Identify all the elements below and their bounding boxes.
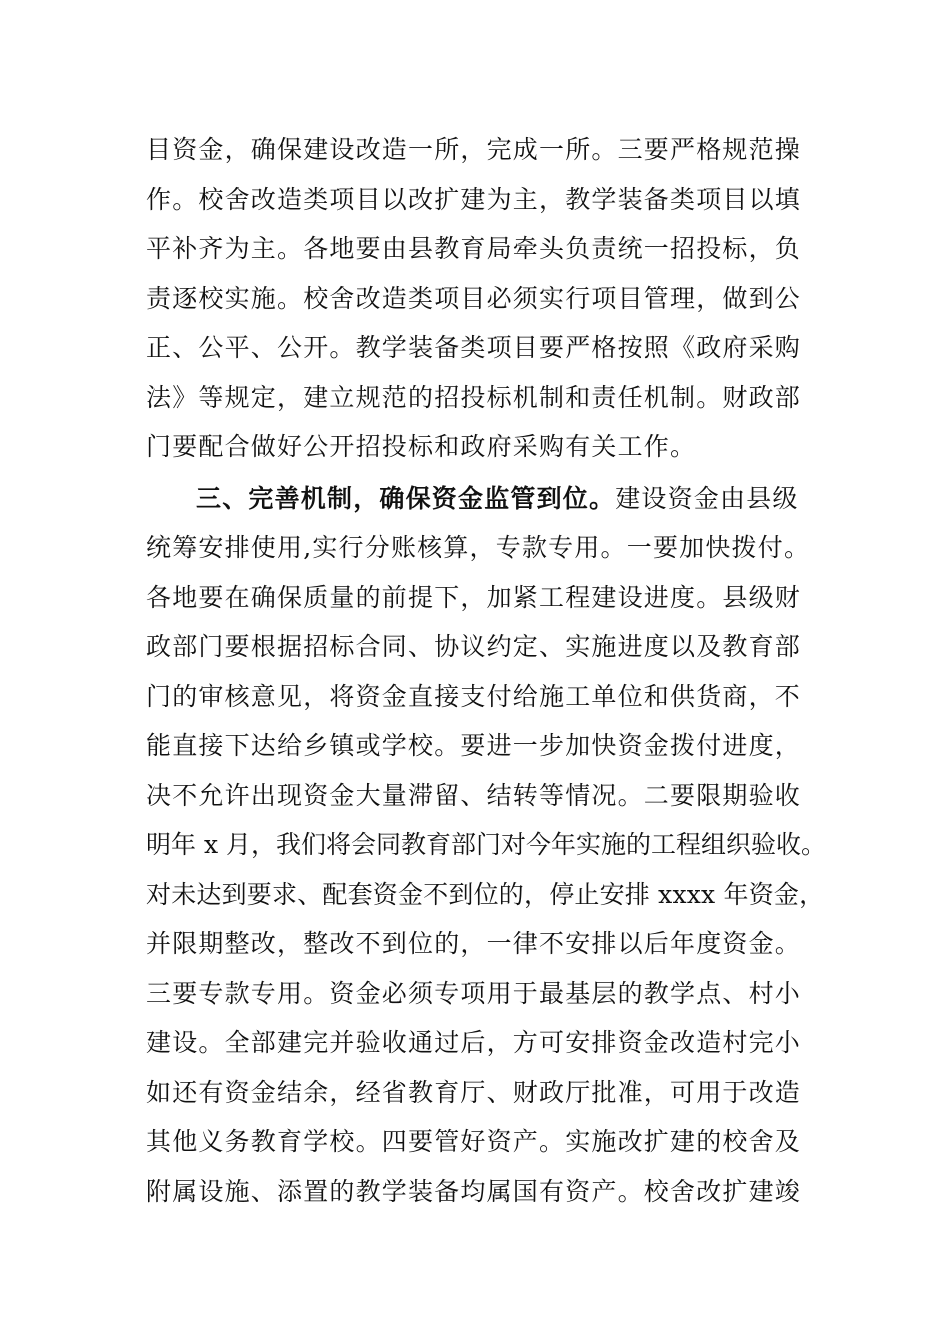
text-line: 平补齐为主。各地要由县教育局牵头负责统一招投标，负	[146, 234, 802, 263]
text-line: 政部门要根据招标合同、协议约定、实施进度以及教育部	[146, 632, 802, 661]
text-line: 统筹安排使用,实行分账核算，专款专用。一要加快拨付。	[146, 533, 811, 562]
text-line: 如还有资金结余，经省教育厅、财政厅批准，可用于改造	[146, 1078, 802, 1107]
text-line: 门的审核意见，将资金直接支付给施工单位和供货商，不	[146, 682, 802, 711]
text-line: 其他义务教育学校。四要管好资产。实施改扩建的校舍及	[146, 1127, 802, 1156]
text-line: 决不允许出现资金大量滞留、结转等情况。二要限期验收	[146, 781, 802, 810]
text-line: 三要专款专用。资金必须专项用于最基层的教学点、村小	[146, 979, 802, 1008]
section-heading-rest: 建设资金由县级	[615, 484, 799, 513]
text-line: 能直接下达给乡镇或学校。要进一步加快资金拨付进度，	[146, 731, 802, 760]
text-line: 并限期整改，整改不到位的，一律不安排以后年度资金。	[146, 929, 802, 958]
section-heading: 三、完善机制，确保资金监管到位。	[196, 484, 616, 513]
text-line: 作。校舍改造类项目以改扩建为主，教学装备类项目以填	[146, 185, 802, 214]
text-line: 对未达到要求、配套资金不到位的，停止安排 xxxx 年资金，	[146, 880, 825, 909]
text-line: 门要配合做好公开招投标和政府采购有关工作。	[146, 432, 697, 461]
text-line: 正、公平、公开。教学装备类项目要严格按照《政府采购	[146, 333, 802, 362]
text-line: 建设。全部建完并验收通过后，方可安排资金改造村完小	[146, 1028, 802, 1057]
text-line: 附属设施、添置的教学装备均属国有资产。校舍改扩建竣	[146, 1177, 802, 1206]
section-heading-line	[196, 479, 826, 519]
text-line: 目资金，确保建设改造一所，完成一所。三要严格规范操	[146, 135, 802, 164]
text-line: 责逐校实施。校舍改造类项目必须实行项目管理，做到公	[146, 284, 802, 313]
text-line: 法》等规定，建立规范的招投标机制和责任机制。财政部	[146, 383, 802, 412]
text-line: 明年 x 月，我们将会同教育部门对今年实施的工程组织验收。	[146, 830, 826, 859]
text-line: 各地要在确保质量的前提下，加紧工程建设进度。县级财	[146, 583, 802, 612]
